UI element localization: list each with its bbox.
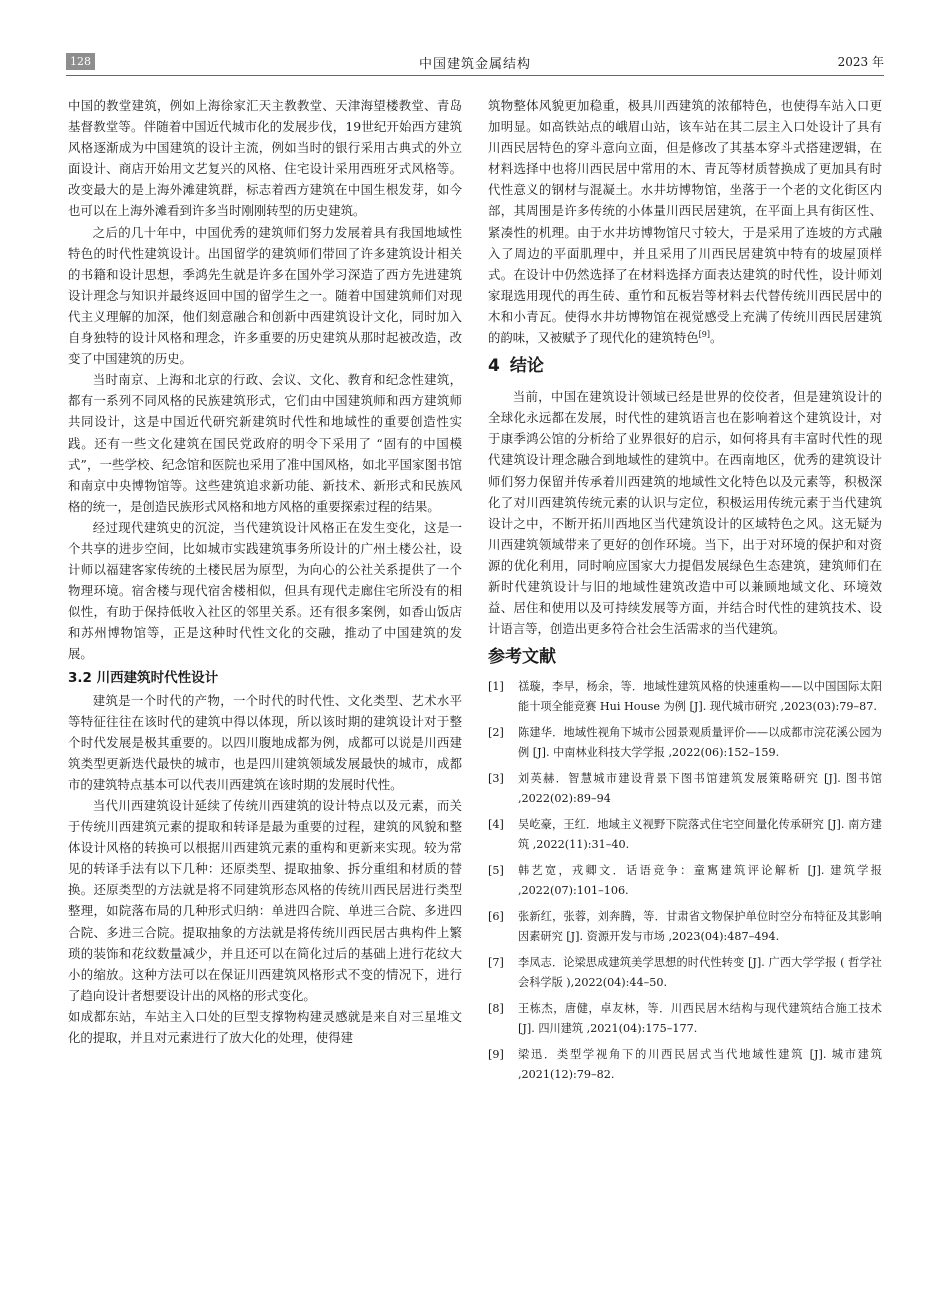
body-paragraph: 建筑是一个时代的产物，一个时代的时代性、文化类型、艺术水平等特征往往在该时代的建筑中得以体现，所以该时期的建筑设计对于整个时代发展是极其重要的。以四川腹地成都为例，成都可以说是川西建筑类型更新迭代最快的城市，也是四川建筑领域发展最快的城市，成都市的建筑特点基本可以代表川西建筑在该时期的发展时代性。 (68, 692, 462, 792)
reference-index: [9] (488, 1048, 504, 1062)
body-paragraph: 中国的教堂建筑，例如上海徐家汇天主教教堂、天津海望楼教堂、青岛基督教堂等。伴随着中国近代城市化的发展步伐，19世纪开始西方建筑风格逐渐成为中国建筑的设计主流，例如当时的银行采用古典式的外立面设计、商店开始用文艺复兴的风格、住宅设计采用西班牙式风格等。改变最大的是上海外滩建筑群，标志着西方建筑在中国生根发芽，如今也可以在上海外滩看到许多当时刚刚转型的历史建筑。 (68, 98, 462, 219)
reference-text: 吴屹豪，王红．地域主义视野下院落式住宅空间量化传承研究 [J]. 南方建筑 ,2022(11):31–40. (518, 818, 882, 852)
body-paragraph: 当时南京、上海和北京的行政、会议、文化、教育和纪念性建筑，都有一系列不同风格的民族建筑形式，它们由中国建筑师和西方建筑师共同设计，这是中国近代研究新建筑时代性和地域性的重要创造性实践。还有一些文化建筑在国民党政府的明令下采用了 “固有的中国模式”，一些学校、纪念馆和医院也采用了准中国风格，如北平国家图书馆和南京中央博物馆等。这些建筑追求新功能、新技术、新形式和民族风格的统一，是创造民族形式风格和地方风格的重要探索过程的结果。 (68, 372, 462, 514)
body-paragraph (488, 95, 882, 348)
reference-index: [3] (488, 772, 504, 786)
reference-item (488, 769, 882, 809)
reference-text: 韩艺宽，戎卿文．话语竞争：童寯建筑评论解析 [J]. 建筑学报 ,2022(07):101–106. (518, 864, 882, 898)
reference-index: [2] (488, 726, 504, 740)
section-title: 结论 (509, 356, 544, 377)
section-heading (488, 354, 882, 378)
subsection-heading: 3.2 川西建筑时代性设计 (68, 669, 219, 686)
reference-item (488, 861, 882, 901)
reference-index: [5] (488, 864, 504, 878)
section-number: 4 (488, 356, 500, 377)
references-heading: 参考文献 (488, 647, 556, 668)
reference-text: 李凤志．论梁思成建筑美学思想的时代性转变 [J]. 广西大学学报 ( 哲学社会科学版 ),2022(04):44–50. (518, 956, 882, 990)
reference-item (488, 1045, 882, 1085)
reference-text: 禚璇，李早，杨余，等．地域性建筑风格的快速重构——以中国国际太阳能十项全能竞赛 Hui House 为例 [J]. 现代城市研究 ,2023(03):79–87. (518, 680, 882, 714)
journal-title: 中国建筑金属结构 (418, 57, 531, 72)
reference-text: 梁迅．类型学视角下的川西民居式当代地域性建筑 [J]. 城市建筑 ,2021(12):79–82. (518, 1048, 882, 1082)
page-number: 128 (66, 53, 95, 70)
reference-index: [1] (488, 680, 504, 694)
right-column (488, 95, 882, 1091)
reference-item (488, 999, 882, 1039)
reference-item (488, 723, 882, 763)
body-paragraph: 之后的几十年中，中国优秀的建筑师们努力发展着具有我国地域性特色的时代性建筑设计。出国留学的建筑师们带回了许多建筑设计相关的书籍和设计思想，季鸿先生就是许多在国外学习深造了西方先进建筑设计理念与知识并最终返回中国的留学生之一。随着中国建筑师们对现代主义理解的加深，他们刻意融合和创新中西建筑设计文化，同时加入自身独特的设计风格和理念，许多重要的历史建筑从那时起被改造，改变了中国建筑的历史。 (68, 224, 462, 367)
reference-text: 陈建华．地域性视角下城市公园景观质量评价——以成都市浣花溪公园为例 [J]. 中南林业科技大学学报 ,2022(06):152–159. (518, 726, 882, 760)
sentence-end: 。 (709, 330, 723, 346)
reference-text: 张新红，张蓉，刘奔腾，等．甘肃省文物保护单位时空分布特征及其影响因素研究 [J]. 资源开发与市场 ,2023(04):487–494. (518, 910, 882, 944)
publication-year: 2023 年 (837, 55, 884, 69)
reference-item (488, 815, 882, 855)
continuation-text: 筑物整体风貌更加稳重，极具川西建筑的浓郁特色，也使得车站入口更加明显。如高铁站点的峨眉山站，该车站在其二层主入口处设计了具有川西民居特色的穿斗意向立面，但是修改了其基本穿斗式搭建逻辑，在材料选择中也将川西民居中常用的木、青瓦等材质替换成了更加具有时代性意义的钢材与混凝土。水井坊博物馆，坐落于一个老的文化街区内部，其周围是许多传统的小体量川西民居建筑，在平面上具有街区性、紧凑性的机理。由于水井坊博物馆尺寸较大，于是采用了连坡的方式融入了周边的平面肌理中，并且采用了川西民居建筑中特有的坡屋顶样式。在设计中仍然选择了在材料选择方面表达建筑的时代性，设计师刘家琨选用现代的再生砖、重竹和瓦板岩等材料去代替传统川西民居中的木和小青瓦。使得水井坊博物馆在视觉感受上充满了传统川西民居建筑的韵味，又被赋予了现代化的建筑特色 (488, 98, 882, 346)
reference-item (488, 953, 882, 993)
header-rule (66, 75, 884, 76)
reference-index: [6] (488, 910, 504, 924)
reference-index: [8] (488, 1002, 504, 1016)
page-header (66, 50, 884, 76)
body-paragraph: 当前，中国在建筑设计领域已经是世界的佼佼者，但是建筑设计的全球化永远都在发展，时代性的建筑语言也在影响着这个建筑设计，对于康季鸿公馆的分析给了业界很好的启示，如何将具有丰富时代性的现代建筑设计理念融合到地域性的建筑中。在西南地区，优秀的建筑设计师们努力保留并传承着川西建筑的地域性文化特色以及元素等，积极深化了对川西建筑传统元素的认识与定位，积极运用传统元素于当代建筑设计之中，不断开拓川西地区当代建筑设计的区域特色之风。这无疑为川西建筑领域带来了更好的创作环境。当下，出于对环境的保护和对资源的优化利用，同时响应国家大力提倡发展绿色生态建筑，建筑师们在新时代建筑设计与旧的地域性建筑改造中可以兼顾地域文化、环境效益、居住和使用以及可持续发展等方面，并结合时代性的建筑技术、设计语言等，创造出更多符合社会生活需求的当代建筑。 (488, 389, 882, 637)
reference-index: [7] (488, 956, 504, 970)
reference-item (488, 907, 882, 947)
reference-index: [4] (488, 818, 504, 832)
body-paragraph: 经过现代建筑史的沉淀，当代建筑设计风格正在发生变化，这是一个共享的进步空间，比如城市实践建筑事务所设计的广州土楼公社，设计师以福建客家传统的土楼民居为原型，为向心的公社关系提供了一个物理环境。宿舍楼与现代宿舍楼相似，但具有现代走廊住宅所没有的相似性，有助于保持低收入社区的邻里关系。还有很多案例，如香山饭店和苏州博物馆等，正是这种时代性文化的交融，推动了中国建筑的发展。 (68, 519, 462, 662)
citation-marker: [9] (698, 329, 710, 339)
reference-list (488, 677, 882, 1085)
left-column (68, 95, 462, 1048)
reference-item (488, 677, 882, 717)
reference-text: 刘英赫．智慧城市建设背景下图书馆建筑发展策略研究 [J]. 图书馆 ,2022(02):89–94 (518, 772, 882, 806)
body-paragraph: 当代川西建筑设计延续了传统川西建筑的设计特点以及元素，而关于传统川西建筑元素的提取和转译是最为重要的过程，建筑的风貌和整体设计风格的转换可以根据川西建筑元素的重构和更新来实现。较为常见的转译手法有以下几种：还原类型、提取抽象、拆分重组和材质的替换。还原类型的方法就是将不同建筑形态风格的传统川西民居进行类型整理，如院落布局的几种形式归纳：单进四合院、单进三合院、多进四合院、多进三合院。提取抽象的方法就是将传统川西民居古典构件上繁琐的装饰和花纹数量减少，并且还可以在简化过后的基础上进行花纹大小的缩放。这种方法可以在保证川西建筑风格形式不变的情况下，进行了趋向设计者想要设计出的风格的形式变化。 (68, 798, 462, 1003)
reference-text: 王栋杰，唐健，卓友林，等．川西民居木结构与现代建筑结合施工技术 [J]. 四川建筑 ,2021(04):175–177. (518, 1002, 882, 1036)
body-paragraph: 如成都东站，车站主入口处的巨型支撑物构建灵感就是来自对三星堆文化的提取，并且对元素进行了放大化的处理，使得建 (68, 1008, 462, 1046)
